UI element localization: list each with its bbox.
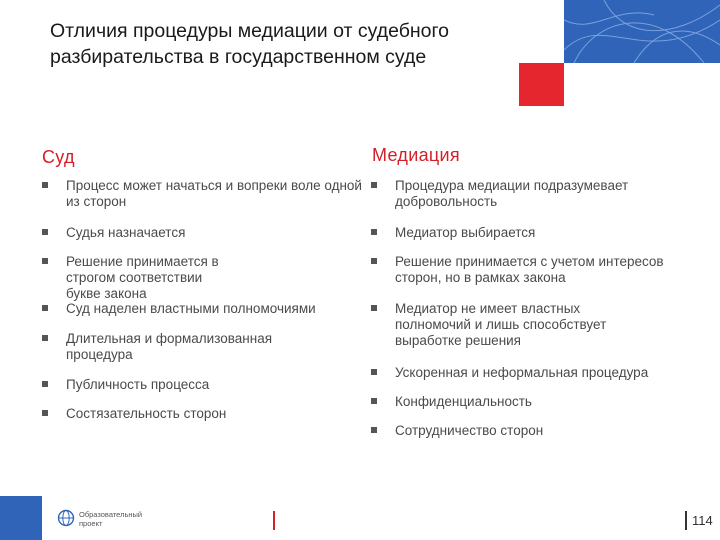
court-heading: Суд (42, 147, 75, 167)
list-item: Медиатор не имеет властных полномочий и лишь способствует выработке решения (371, 301, 651, 349)
decorative-red-square (519, 63, 564, 106)
list-item: Судья назначается (42, 225, 372, 241)
footer-blue-block (0, 496, 42, 540)
square-bullet-icon (371, 305, 377, 311)
slide-title: Отличия процедуры медиации от судебного разбирательства в государственном суде (50, 20, 450, 68)
swirl-pattern-icon (564, 0, 720, 63)
page-number: 114 (692, 513, 713, 528)
square-bullet-icon (42, 410, 48, 416)
page-number-divider (685, 511, 687, 530)
list-item: Процедура медиации подразумевает добровольность (371, 178, 661, 210)
mediation-heading: Медиация (372, 145, 460, 165)
square-bullet-icon (371, 182, 377, 188)
list-item: Состязательность сторон (42, 406, 372, 422)
list-item: Процесс может начаться и вопреки воле одной из сторон (42, 178, 372, 210)
list-item: Решение принимается с учетом интересов сторон, но в рамках закона (371, 254, 696, 286)
list-item: Конфиденциальность (371, 394, 711, 410)
square-bullet-icon (42, 335, 48, 341)
list-item: Публичность процесса (42, 377, 372, 393)
list-item: Решение принимается в строгом соответствии букве закона (42, 254, 222, 302)
list-item: Сотрудничество сторон (371, 423, 711, 439)
square-bullet-icon (42, 182, 48, 188)
square-bullet-icon (42, 381, 48, 387)
square-bullet-icon (42, 229, 48, 235)
list-item: Суд наделен властными полномочиями (42, 301, 372, 317)
footer-divider (273, 511, 275, 530)
logo-text: Образовательный проект (79, 510, 143, 528)
footer-logo (57, 509, 167, 531)
square-bullet-icon (371, 398, 377, 404)
square-bullet-icon (42, 305, 48, 311)
list-item: Медиатор выбирается (371, 225, 711, 241)
globe-logo-icon (57, 509, 75, 527)
square-bullet-icon (371, 369, 377, 375)
square-bullet-icon (42, 258, 48, 264)
square-bullet-icon (371, 258, 377, 264)
square-bullet-icon (371, 229, 377, 235)
decorative-blue-pattern (564, 0, 720, 63)
list-item: Длительная и формализованная процедура (42, 331, 312, 363)
list-item: Ускоренная и неформальная процедура (371, 365, 711, 381)
square-bullet-icon (371, 427, 377, 433)
